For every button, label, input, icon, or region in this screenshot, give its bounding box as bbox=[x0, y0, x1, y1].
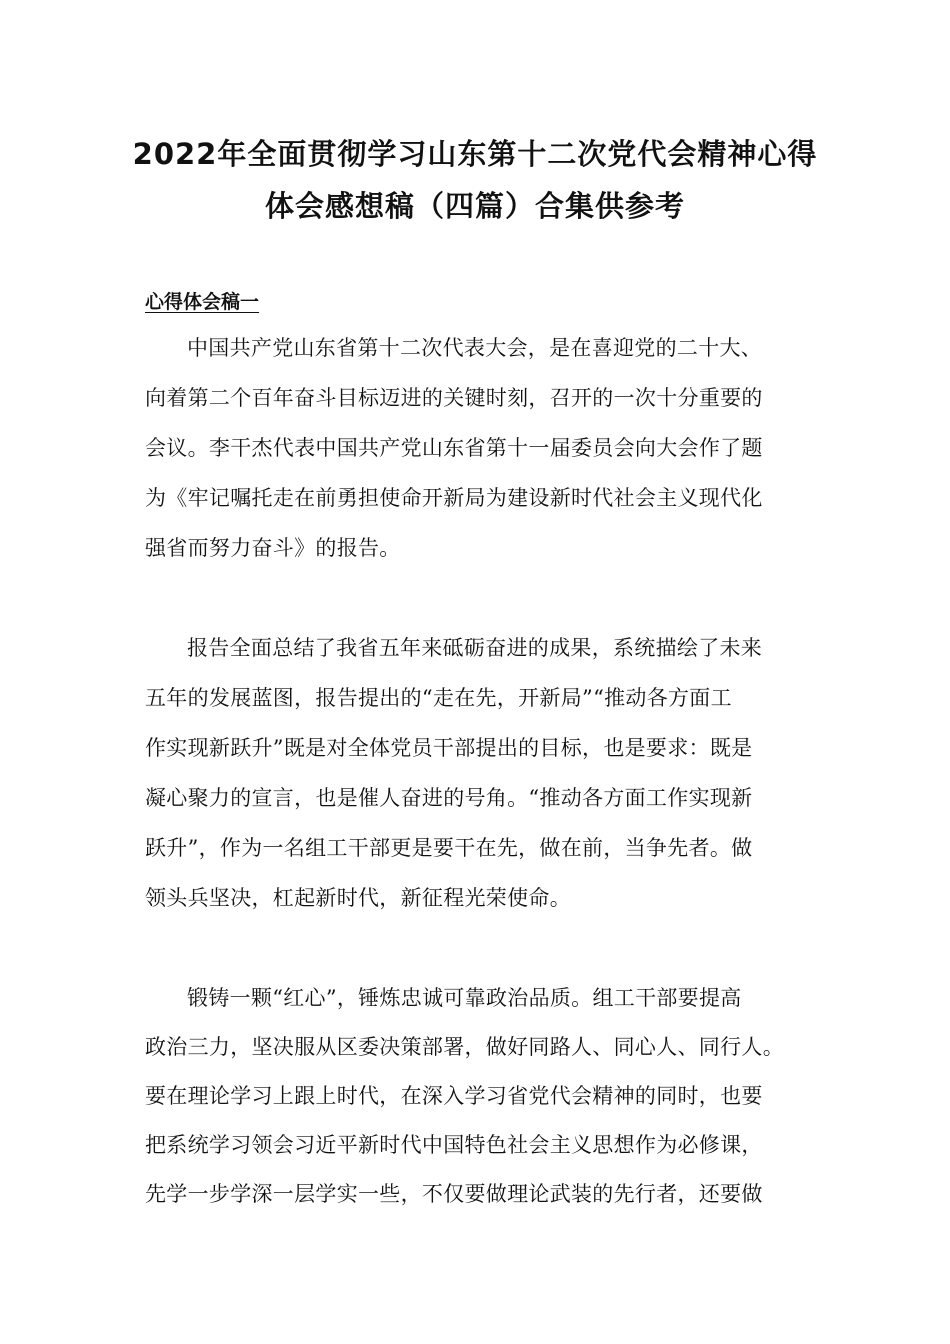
paragraph-line: 政治三力，坚决服从区委决策部署，做好同路人、同心人、同行人。 bbox=[145, 1035, 784, 1059]
paragraph-line: 向着第二个百年奋斗目标迈进的关键时刻，召开的一次十分重要的 bbox=[145, 386, 763, 410]
paragraph-line: 作实现新跃升”既是对全体党员干部提出的目标，也是要求：既是 bbox=[145, 736, 753, 760]
paragraph-line: 先学一步学深一层学实一些，不仅要做理论武装的先行者，还要做 bbox=[145, 1182, 763, 1206]
paragraph-line: 领头兵坚决，杠起新时代，新征程光荣使命。 bbox=[145, 886, 571, 910]
paragraph-line: 把系统学习领会习近平新时代中国特色社会主义思想作为必修课， bbox=[145, 1133, 763, 1157]
paragraph-line: 凝心聚力的宣言，也是催人奋进的号角。“推动各方面工作实现新 bbox=[145, 786, 753, 810]
paragraph-line: 要在理论学习上跟上时代，在深入学习省党代会精神的同时，也要 bbox=[145, 1084, 763, 1108]
document-title-line-1: 2022年全面贯彻学习山东第十二次党代会精神心得 bbox=[132, 137, 818, 171]
paragraph-line: 报告全面总结了我省五年来砥砺奋进的成果，系统描绘了未来 bbox=[187, 636, 763, 660]
paragraph-line: 五年的发展蓝图，报告提出的“走在先，开新局”“推动各方面工 bbox=[145, 686, 732, 710]
paragraph-line: 中国共产党山东省第十二次代表大会，是在喜迎党的二十大、 bbox=[187, 336, 763, 360]
paragraph-line: 会议。李干杰代表中国共产党山东省第十一届委员会向大会作了题 bbox=[145, 436, 763, 460]
document-title-line-2: 体会感想稿（四篇）合集供参考 bbox=[264, 189, 685, 223]
paragraph-line: 锻铸一颗“红心”，锤炼忠诚可靠政治品质。组工干部要提高 bbox=[187, 986, 742, 1010]
paragraph-line: 强省而努力奋斗》的报告。 bbox=[145, 536, 401, 560]
paragraph-line: 跃升”，作为一名组工干部更是要干在先，做在前，当争先者。做 bbox=[145, 836, 753, 860]
section-heading: 心得体会稿一 bbox=[145, 291, 260, 313]
paragraph-line: 为《牢记嘱托走在前勇担使命开新局为建设新时代社会主义现代化 bbox=[145, 486, 763, 510]
